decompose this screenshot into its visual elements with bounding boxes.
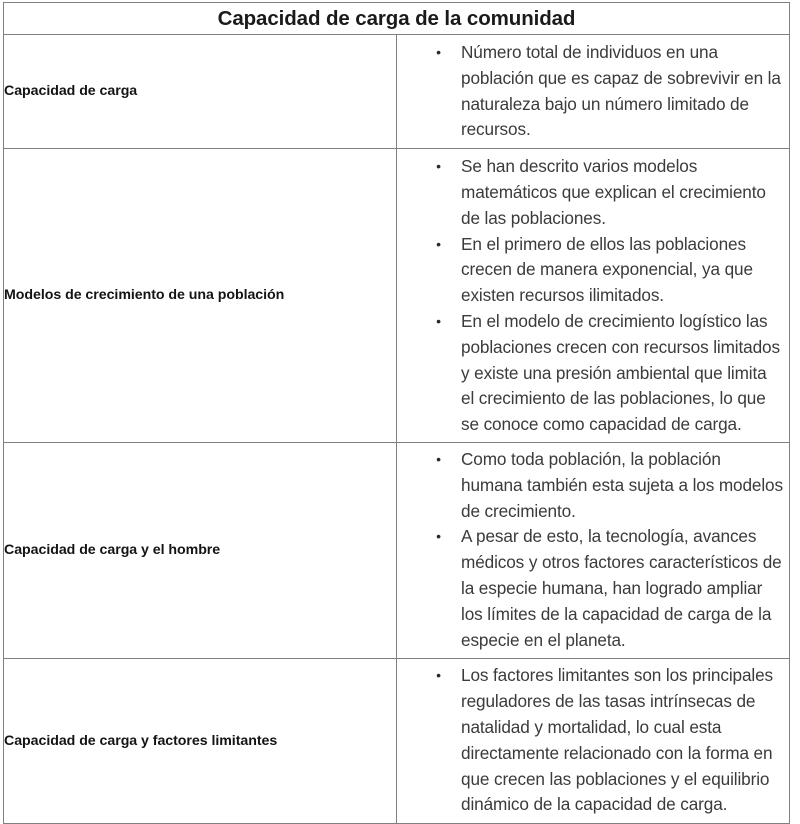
bullet-icon: • [436,312,441,329]
bullet-text: A pesar de esto, la tecnología, avances médicos y otros factores característicos de la especie humana, han logrado ampliar los límites de la capacidad de carga de la especie en el planeta. [461,526,782,650]
table-row [4,659,790,824]
bullet-icon: • [436,528,441,545]
table-row [4,442,790,658]
row-content-cell [397,149,790,443]
list-item [397,663,789,818]
bullet-text: Número total de individuos en una población que es capaz de sobrevivir en la naturaleza bajo un número limitado de recursos. [461,42,781,140]
bullet-list [397,447,789,653]
bullet-icon: • [436,44,441,60]
row-label: Modelos de crecimiento de una población [4,287,285,304]
page-title: Capacidad de carga de la comunidad [217,7,576,30]
concept-table [3,2,790,824]
bullet-list [397,154,789,438]
table-row [4,35,790,149]
table-row [4,149,790,443]
row-content-cell [397,659,790,824]
bullet-text: Se han descrito varios modelos matemáticos que explican el crecimiento de las poblaciones. [461,156,766,228]
row-content-cell [397,442,790,658]
bullet-text: Como toda población, la población humana también esta sujeta a los modelos de crecimiento. [461,448,783,521]
bullet-text: Los factores limitantes son los principales reguladores de las tasas intrínsecas de natalidad y mortalidad, lo cual esta directamente relacionado con la forma en que crecen las poblaciones y el equilibrio dinámico de la capacidad de carga. [461,665,774,815]
row-label: Capacidad de carga y factores limitantes [4,732,278,749]
bullet-icon: • [436,235,441,252]
list-item [397,309,789,438]
list-item [397,40,789,143]
bullet-text: En el modelo de crecimiento logístico las poblaciones crecen con recursos limitados y existe una presión ambiental que limita el crecimiento de las poblaciones, lo que se conoce como capacidad de carga. [461,310,780,435]
list-item [397,154,789,231]
list-item [397,447,789,524]
list-item [397,232,789,309]
row-label: Capacidad de carga [4,83,138,100]
row-label-cell [4,442,397,658]
table-body [4,3,790,824]
bullet-icon: • [436,667,441,684]
row-content-cell [397,35,790,149]
row-label-cell [4,659,397,824]
table-title-cell [4,3,790,35]
table-title-row [4,3,790,35]
row-label: Capacidad de carga y el hombre [4,542,221,559]
bullet-icon: • [436,158,441,175]
bullet-text: En el primero de ellos las poblaciones crecen de manera exponencial, ya que existen recursos ilimitados. [461,233,753,306]
bullet-list [397,40,789,143]
bullet-icon: • [436,450,441,467]
list-item [397,524,789,653]
bullet-list [397,663,789,818]
row-label-cell [4,149,397,443]
row-label-cell [4,35,397,149]
